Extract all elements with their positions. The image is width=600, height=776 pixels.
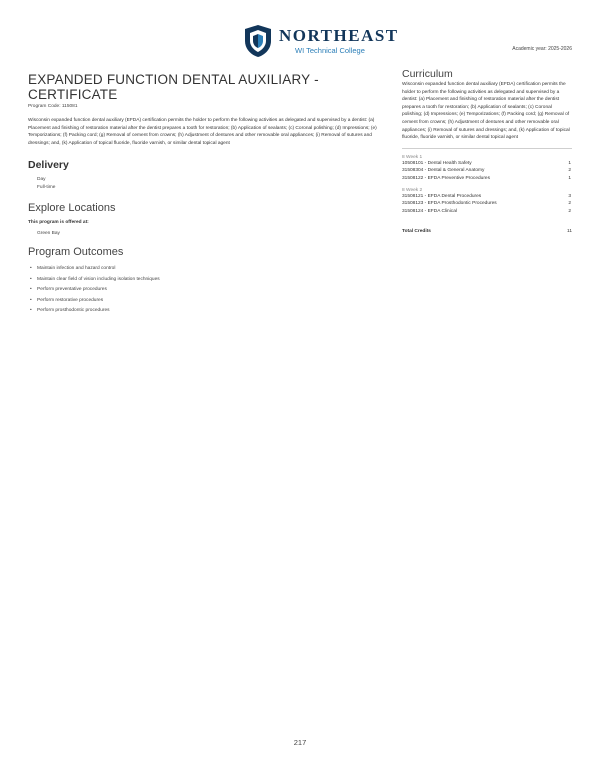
curriculum-column <box>402 68 572 234</box>
course-credits: 2 <box>568 208 571 214</box>
week-label: 8 Week 1 <box>402 154 423 160</box>
outcomes-list <box>28 264 383 316</box>
academic-year: Academic year: 2025-2026 <box>512 46 572 52</box>
course-credits: 3 <box>568 193 571 199</box>
locations-heading: Explore Locations <box>28 202 116 215</box>
page-number: 217 <box>293 738 307 747</box>
course-name: 31508121 - EFDA Dental Procedures <box>402 193 482 199</box>
curriculum-divider <box>402 148 572 149</box>
curriculum-heading: Curriculum <box>402 68 453 80</box>
course-credits: 2 <box>568 201 571 207</box>
delivery-heading: Delivery <box>28 159 69 172</box>
course-credits: 2 <box>568 168 571 174</box>
delivery-item: Full-time <box>37 185 56 191</box>
course-row <box>402 208 572 215</box>
outcome-item: • Perform prosthodontic procedures <box>28 306 383 316</box>
delivery-list <box>28 176 383 192</box>
program-description: Wisconsin expanded function dental auxiliary (EFDA) certification permits the holder to perform the following activities as delegated and supervised by a dentist: (a) Placement and finishing of restoration material after the dentist prepares a tooth for restoration; (b) Application of sealants; (c) Coronal polishing; (d) Impressions; (e) Temporizations; (f) Packing cord; (g) Removal of cement from crowns; (h) Adjustment of dentures and other removable oral appliances; (i) Removal of sutures and dressings; and, (k) Application of topical fluoride, fluoride varnish, or similar dental topical agent <box>28 118 377 146</box>
outcomes-heading: Program Outcomes <box>28 246 124 259</box>
course-credits: 1 <box>568 175 571 181</box>
program-title: EXPANDED FUNCTION DENTAL AUXILIARY - CERTIFICATE <box>28 72 319 102</box>
curriculum-description: Wisconsin expanded function dental auxiliary (EFDA) certification permits the holder to perform the following activities as delegated and supervised by a dentist: (a) Placement and finishing of restoration material after the dentist prepares a tooth for restoration; (b) Application of sealants; (c) Coronal polishing; (d) Impressions; (e) Temporizations; (f) Packing cord; (g) Removal of cement from crowns; (h) Adjustment of dentures and other removable oral appliances; (i) Removal of sutures and dressings; and, (k) Application of topical fluoride, fluoride varnish, or similar dental topical agent <box>402 82 570 141</box>
delivery-item: Day <box>37 177 46 183</box>
course-name: 31508123 - EFDA Prosthodontic Procedures <box>402 201 497 207</box>
course-name: 10508101 - Dental Health Safety <box>402 160 472 166</box>
page-header <box>28 22 572 62</box>
program-column <box>28 72 383 316</box>
course-row <box>402 200 572 207</box>
program-code: Program Code: 115081 <box>28 104 78 109</box>
course-row <box>402 175 572 182</box>
course-name: 31508304 - Dental & General Anatomy <box>402 168 485 174</box>
total-credits-row <box>402 229 572 234</box>
course-credits: 1 <box>568 160 571 166</box>
course-name: 31508124 - EFDA Clinical <box>402 208 457 214</box>
locations-list <box>28 230 383 238</box>
offered-label: This program is offered at: <box>28 220 89 226</box>
college-logo <box>243 22 403 62</box>
outcome-item: • Maintain infection and hazard control <box>28 264 383 274</box>
course-row <box>402 160 572 167</box>
outcome-item: • Perform restorative procedures <box>28 296 383 306</box>
course-row <box>402 167 572 174</box>
outcome-item: • Perform preventative procedures <box>28 285 383 295</box>
outcome-item: • Maintain clear field of vision including isolation techniques <box>28 275 383 285</box>
total-credits-label: Total Credits <box>402 229 431 235</box>
course-row <box>402 193 572 200</box>
logo-name: NORTHEAST <box>279 26 399 45</box>
location-item: Green Bay <box>37 231 60 237</box>
logo-subtitle: WI Technical College <box>295 46 365 55</box>
total-credits-value: 11 <box>567 229 572 235</box>
shield-logo-icon <box>243 24 273 58</box>
week-label: 8 Week 2 <box>402 187 423 193</box>
course-name: 31508122 - EFDA Preventive Procedures <box>402 175 490 181</box>
